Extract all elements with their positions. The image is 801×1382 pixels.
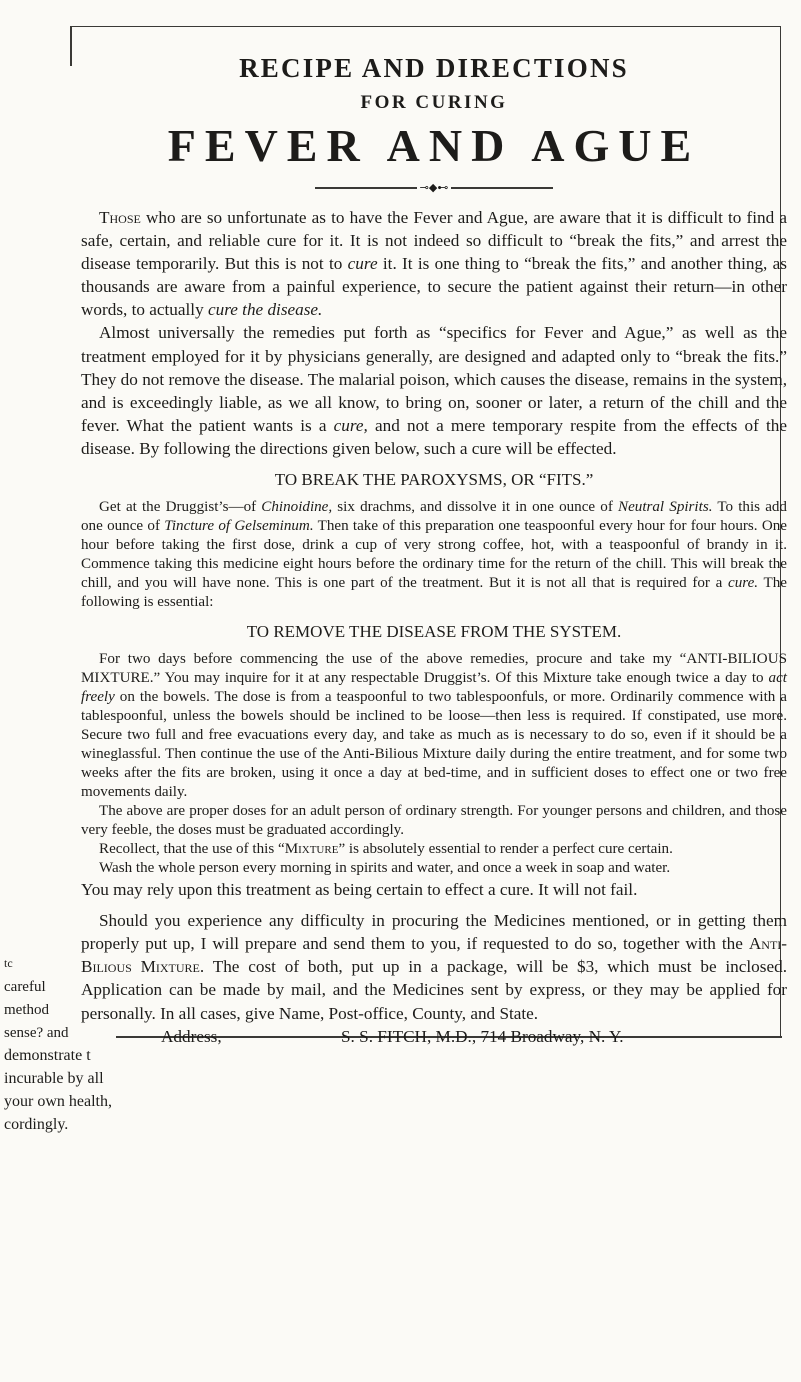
title-for-curing: FOR CURING bbox=[360, 92, 508, 113]
closing-paragraph: Should you experience any difficulty in procuring the Medicines mentioned, or in getting them properly put up, I will prepare and send them to you, if requested to do so, together with the Anti-Bilious Mixture. The cost of both, put up in a package, will be $3, which must be inclosed. Application can be made by mail, and the Medicines sent by express, or they may be applied for personally. In all cases, give Name, Post-office, County, and State. bbox=[81, 911, 787, 1023]
heading-break-paroxysms: TO BREAK THE PAROXYSMS, OR “FITS.” bbox=[274, 470, 594, 490]
ornament-line-left bbox=[315, 187, 417, 189]
address-value: S. S. FITCH, M.D., 714 Broadway, N. Y. bbox=[341, 1026, 624, 1046]
recipe-document bbox=[81, 52, 787, 1048]
rely-paragraph: You may rely upon this treatment as being certain to effect a cure. It will not fail. bbox=[81, 880, 638, 900]
margin-fragment: incurable by all bbox=[4, 1070, 104, 1087]
mixture-paragraph: For two days before commencing the use of the above remedies, procure and take my “ANTI-BILIOUS MIXTURE.” You may inquire for it at any respectable Druggist’s. Of this Mixture take enough twice a day to act freely on the bowels. The dose is from a teaspoonful to two tablespoonfuls, or more. Ordinarily commence with a tablespoonful, unless the bowels should be inclined to be loose—then less is required. If constipated, use more. Secure two full and free evacuations every day, and take as much as is necessary to do so, even if it should be a wineglassful. Then continue the use of the Anti-Bilious Mixture daily during the entire treatment, and for some two weeks after the fits are broken, using it once a day at bed-time, and in sufficient doses to effect one or two free movements daily. bbox=[81, 651, 787, 801]
title-ornament bbox=[81, 182, 787, 194]
address-line bbox=[81, 1025, 787, 1048]
recollect-paragraph: Recollect, that the use of this “Mixture” is absolutely essential to render a perfect cure certain. bbox=[99, 841, 673, 858]
title-recipe-and-directions: RECIPE AND DIRECTIONS bbox=[239, 53, 629, 83]
paroxysm-paragraph: Get at the Druggist’s—of Chinoidine, six drachms, and dissolve it in one ounce of Neutral Spirits. To this add one ounce of Tincture of Gelseminum. Then take of this preparation one teaspoonful every hour for four hours. One hour before taking the first dose, drink a cup of very strong coffee, hot, with a teaspoonful of brandy in it. Commence taking this medicine eight hours before the ordinary time for the return of the chill. This will break the chill, and you will have none. This is one part of the treatment. But it is not all that is required for a cure. The following is essential: bbox=[81, 499, 787, 611]
left-border-tick bbox=[70, 26, 72, 66]
margin-fragment: method bbox=[4, 1002, 49, 1018]
address-label: Address, bbox=[161, 1026, 222, 1046]
margin-fragment: careful bbox=[4, 979, 46, 995]
intro-paragraph-1: Those who are so unfortunate as to have the Fever and Ague, are aware that it is difficult to find a safe, certain, and reliable cure for it. It is not indeed so difficult to “break the fits,” and arrest the disease temporarily. But this is not to cure it. It is one thing to “break the fits,” and another thing, as thousands are aware from a painful experience, to secure the patient against their return—in other words, to actually cure the disease. bbox=[81, 208, 787, 320]
ornament-line-right bbox=[451, 187, 553, 189]
title-fever-and-ague: FEVER AND AGUE bbox=[167, 120, 701, 171]
margin-fragment: demonstrate t bbox=[4, 1047, 91, 1064]
doses-paragraph: The above are proper doses for an adult person of ordinary strength. For younger persons and children, and those very feeble, the doses must be graduated accordingly. bbox=[81, 803, 787, 839]
intro-paragraph-2: Almost universally the remedies put forth as “specifics for Fever and Ague,” as well as the treatment employed for it by physicians generally, are designed and adapted only to “break the fits.” They do not remove the disease. The malarial poison, which causes the disease, remains in the system, and is exceedingly liable, as we all know, to bring on, sooner or later, a return of the chill and the fever. What the patient wants is a cure, and not a mere temporary respite from the effects of the disease. By following the directions given below, such a cure will be effected. bbox=[81, 323, 788, 458]
margin-fragment: cordingly. bbox=[4, 1116, 69, 1133]
wash-paragraph: Wash the whole person every morning in spirits and water, and once a week in soap and water. bbox=[99, 860, 671, 877]
margin-fragment: sense? and bbox=[4, 1025, 69, 1041]
heading-remove-disease: TO REMOVE THE DISEASE FROM THE SYSTEM. bbox=[246, 622, 622, 642]
ornament-diamond-icon: ⊸◆⊷ bbox=[419, 182, 449, 194]
margin-fragment: your own health, bbox=[4, 1093, 112, 1110]
margin-fragment: tc bbox=[4, 956, 13, 970]
